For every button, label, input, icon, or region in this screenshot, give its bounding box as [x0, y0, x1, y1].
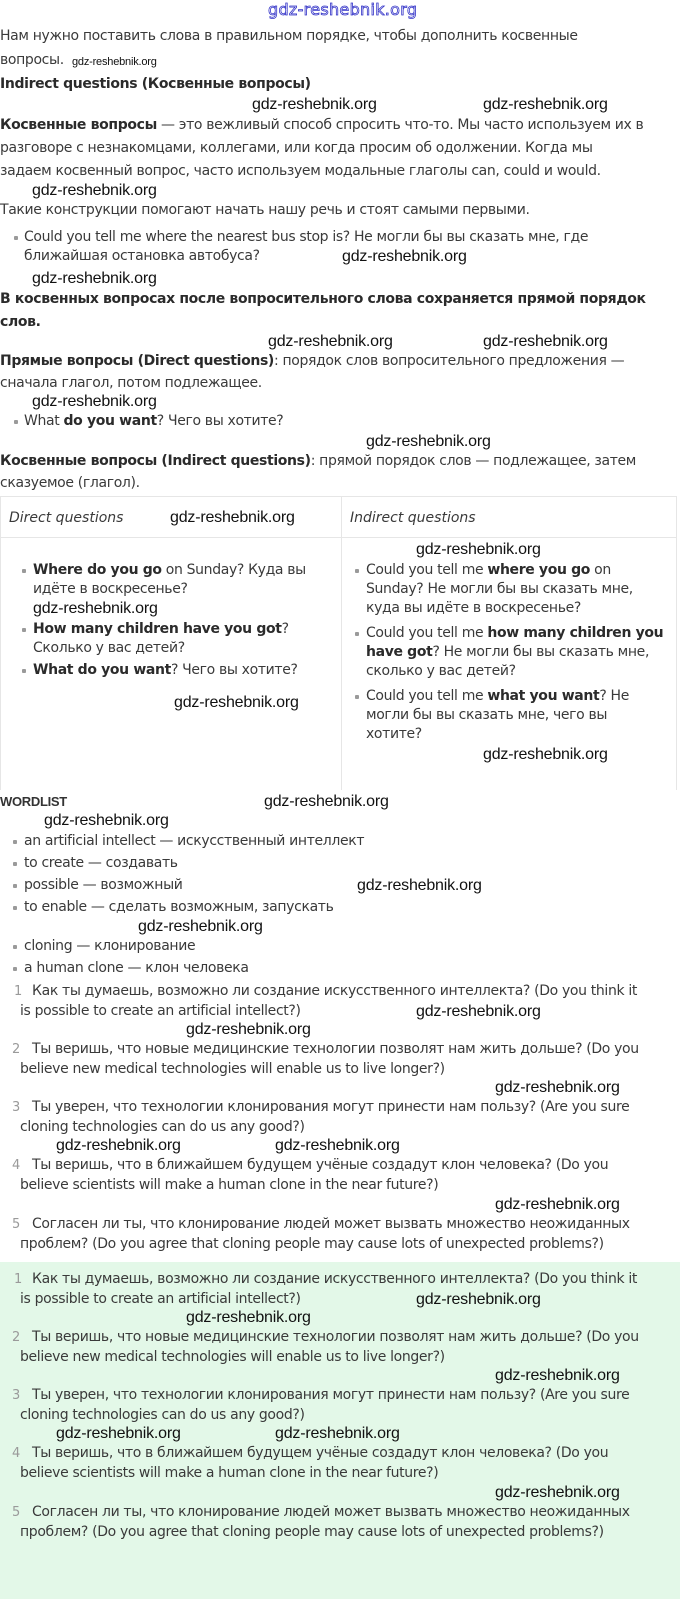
bullet-icon: [13, 945, 17, 949]
question-number: 5: [12, 1217, 21, 1232]
indirect-q3-line-3: хотите?: [366, 726, 422, 742]
wordlist-item: to create — создавать: [24, 855, 178, 871]
answer-number: 5: [12, 1505, 21, 1520]
bullet-icon: [13, 862, 17, 866]
question-line-1: Ты уверен, что технологии клонирования могут принести нам пользу? (Are you sure: [32, 1099, 630, 1115]
watermark: gdz-reshebnik.org: [138, 918, 263, 935]
watermark: gdz-reshebnik.org: [264, 793, 389, 810]
direct-q1-rest: on Sunday? Куда вы: [161, 562, 306, 578]
direct-q3-line-1: [33, 662, 298, 679]
indirect-q1-line-2: Sunday? Не могли бы вы сказать мне,: [366, 581, 633, 597]
watermark: gdz-reshebnik.org: [56, 1425, 181, 1442]
definition-text: — это вежливый способ спросить что-то. Мы часто используем их в: [156, 117, 644, 133]
direct-q1-bold: Where do you go: [33, 562, 162, 578]
direct-rule-line-2: сначала глагол, потом подлежащее.: [0, 375, 262, 391]
direct-q1-line-1: [33, 562, 306, 579]
definition-line-1: [0, 117, 643, 134]
indirect-rule-line-1: [0, 453, 636, 470]
indirect-q1-bold: where you go: [487, 562, 591, 578]
direct-rule-line-1: [0, 353, 624, 370]
watermark: gdz-reshebnik.org: [186, 1309, 311, 1326]
wordlist-item: to enable — сделать возможным, запускать: [24, 899, 334, 915]
question-line-2: believe scientists will make a human clone in the near future?): [20, 1177, 439, 1193]
direct-q2-rest: ?: [281, 621, 289, 637]
bullet-icon: [13, 967, 17, 971]
direct-rule-text: : порядок слов вопросительного предложения —: [273, 353, 625, 369]
table-border: [341, 496, 342, 790]
example-line-2: ближайшая остановка автобуса?: [24, 248, 260, 264]
answer-line-1: Ты уверен, что технологии клонирования могут принести нам пользу? (Are you sure: [32, 1387, 630, 1403]
indirect-q1-line-1: [366, 562, 611, 579]
example2-bold: do you want: [63, 413, 157, 429]
question-line-2: is possible to create an artificial intellect?): [20, 1003, 301, 1019]
answer-number: 4: [12, 1446, 21, 1461]
bullet-icon: [355, 695, 359, 699]
rule-line-1: В косвенных вопросах после вопросительного слова сохраняется прямой порядок: [0, 291, 646, 307]
indirect-q2-line-1: [366, 625, 663, 642]
watermark: gdz-reshebnik.org: [32, 393, 157, 410]
answer-line-2: believe scientists will make a human clone in the near future?): [20, 1465, 439, 1481]
watermark: gdz-reshebnik.org: [416, 1003, 541, 1020]
example2-post: ? Чего вы хотите?: [156, 413, 284, 429]
indirect-rule-term: Косвенные вопросы (Indirect questions): [0, 453, 311, 469]
watermark: gdz-reshebnik.org: [342, 248, 467, 265]
bullet-icon: [14, 236, 18, 240]
indirect-q2-rest: ? Не могли бы вы сказать мне,: [432, 644, 650, 660]
indirect-q2-bold: how many children you: [487, 625, 664, 641]
table-border: [0, 537, 676, 538]
definition-line-3: задаем косвенный вопрос, часто используем модальные глаголы can, could и would.: [0, 163, 601, 179]
site-watermark-top: gdz-reshebnik.org: [268, 0, 418, 19]
question-line-2: cloning technologies can do us any good?): [20, 1119, 305, 1135]
definition-term: Косвенные вопросы: [0, 117, 157, 133]
question-line-1: Ты веришь, что новые медицинские технологии позволят нам жить дольше? (Do you: [32, 1041, 639, 1057]
watermark: gdz-reshebnik.org: [357, 877, 482, 894]
bullet-icon: [22, 569, 26, 573]
bullet-icon: [14, 420, 18, 424]
bullet-icon: [22, 669, 26, 673]
indirect-q2-line-2: [366, 644, 649, 661]
definition-line-2: разговоре с незнакомцами, коллегами, или когда просим об одолжении. Когда мы: [0, 140, 593, 156]
indirect-q1-rest: on: [590, 562, 611, 578]
watermark: gdz-reshebnik.org: [495, 1484, 620, 1501]
indirect-q2-line-3: сколько у вас детей?: [366, 663, 516, 679]
watermark: gdz-reshebnik.org: [416, 1291, 541, 1308]
indirect-q3-line-1: [366, 688, 629, 705]
watermark: gdz-reshebnik.org: [483, 96, 608, 113]
answer-line-2: is possible to create an artificial intellect?): [20, 1291, 301, 1307]
watermark: gdz-reshebnik.org: [56, 1137, 181, 1154]
watermark: gdz-reshebnik.org: [483, 746, 608, 763]
question-number: 3: [12, 1100, 21, 1115]
example-line-1: Could you tell me where the nearest bus stop is? Не могли бы вы сказать мне, где: [24, 229, 589, 245]
watermark: gdz-reshebnik.org: [268, 333, 393, 350]
watermark: gdz-reshebnik.org: [186, 1021, 311, 1038]
watermark: gdz-reshebnik.org: [275, 1425, 400, 1442]
indirect-q1-pre: Could you tell me: [366, 562, 488, 578]
question-line-1: Ты веришь, что в ближайшем будущем учёные создадут клон человека? (Do you: [32, 1157, 609, 1173]
definition-line-4: Такие конструкции помогают начать нашу речь и стоят самыми первыми.: [0, 202, 530, 218]
question-number: 1: [14, 984, 23, 999]
wordlist-item: possible — возможный: [24, 877, 183, 893]
intro-line-1: Нам нужно поставить слова в правильном порядке, чтобы дополнить косвенные: [0, 28, 578, 44]
direct-rule-term: Прямые вопросы (Direct questions): [0, 353, 274, 369]
indirect-q3-rest: ? Не: [599, 688, 629, 704]
watermark: gdz-reshebnik.org: [275, 1137, 400, 1154]
watermark: gdz-reshebnik.org: [252, 96, 377, 113]
wordlist-item: an artificial intellect — искусственный интеллект: [24, 833, 365, 849]
wordlist-item: a human clone — клон человека: [24, 960, 249, 976]
rule-line-2: слов.: [0, 314, 41, 330]
answer-line-2: cloning technologies can do us any good?): [20, 1407, 305, 1423]
intro-line-2: вопросы.: [0, 52, 64, 68]
indirect-q3-bold: what you want: [487, 688, 600, 704]
watermark: gdz-reshebnik.org: [483, 333, 608, 350]
table-header-indirect: Indirect questions: [350, 510, 476, 526]
watermark: gdz-reshebnik.org: [72, 56, 157, 68]
watermark: gdz-reshebnik.org: [32, 182, 157, 199]
question-number: 4: [12, 1158, 21, 1173]
section-title: Indirect questions (Косвенные вопросы): [0, 76, 311, 92]
question-line-2: проблем? (Do you agree that cloning people may cause lots of unexpected problems?): [20, 1236, 604, 1252]
bullet-icon: [22, 628, 26, 632]
table-header-direct: Direct questions: [9, 510, 124, 526]
direct-q3-bold: What do you want: [33, 662, 171, 678]
bullet-icon: [355, 569, 359, 573]
watermark: gdz-reshebnik.org: [495, 1196, 620, 1213]
indirect-q2-bold-2: have got: [366, 644, 433, 660]
direct-q1-line-2: идёте в воскресенье?: [33, 581, 188, 597]
wordlist-item: cloning — клонирование: [24, 938, 196, 954]
direct-q2-bold: How many children have you got: [33, 621, 282, 637]
question-line-1: Как ты думаешь, возможно ли создание искусственного интеллекта? (Do you think it: [32, 983, 638, 999]
watermark: gdz-reshebnik.org: [495, 1079, 620, 1096]
watermark: gdz-reshebnik.org: [495, 1367, 620, 1384]
indirect-q2-pre: Could you tell me: [366, 625, 488, 641]
bullet-icon: [13, 840, 17, 844]
wordlist-title: WORDLIST: [0, 794, 67, 809]
question-line-2: believe new medical technologies will enable us to live longer?): [20, 1061, 445, 1077]
answer-line-1: Ты веришь, что новые медицинские технологии позволят нам жить дольше? (Do you: [32, 1329, 639, 1345]
answer-line-2: believe new medical technologies will enable us to live longer?): [20, 1349, 445, 1365]
example2-pre: What: [24, 413, 64, 429]
table-border: [0, 496, 676, 497]
indirect-rule-line-2: сказуемое (глагол).: [0, 475, 140, 491]
answer-line-1: Ты веришь, что в ближайшем будущем учёные создадут клон человека? (Do you: [32, 1445, 609, 1461]
watermark: gdz-reshebnik.org: [170, 509, 295, 526]
watermark: gdz-reshebnik.org: [174, 694, 299, 711]
indirect-q1-line-3: куда вы идёте в воскресенье?: [366, 600, 581, 616]
watermark: gdz-reshebnik.org: [366, 433, 491, 450]
answer-line-1: Как ты думаешь, возможно ли создание искусственного интеллекта? (Do you think it: [32, 1271, 638, 1287]
indirect-q3-pre: Could you tell me: [366, 688, 488, 704]
indirect-q3-line-2: могли бы вы сказать мне, чего вы: [366, 707, 608, 723]
watermark: gdz-reshebnik.org: [44, 812, 169, 829]
question-line-1: Согласен ли ты, что клонирование людей может вызвать множество неожиданных: [32, 1216, 630, 1232]
bullet-icon: [13, 884, 17, 888]
answer-number: 1: [14, 1272, 23, 1287]
bullet-icon: [355, 632, 359, 636]
watermark: gdz-reshebnik.org: [416, 541, 541, 558]
answer-number: 2: [12, 1330, 21, 1345]
bullet-icon: [13, 906, 17, 910]
table-border: [676, 496, 677, 790]
indirect-rule-text: : прямой порядок слов — подлежащее, затем: [310, 453, 637, 469]
question-number: 2: [12, 1042, 21, 1057]
answer-line-2: проблем? (Do you agree that cloning people may cause lots of unexpected problems?): [20, 1524, 604, 1540]
direct-q2-line-2: Сколько у вас детей?: [33, 640, 185, 656]
example2: [24, 413, 283, 430]
direct-q3-rest: ? Чего вы хотите?: [170, 662, 298, 678]
answer-number: 3: [12, 1388, 21, 1403]
watermark: gdz-reshebnik.org: [33, 600, 158, 617]
direct-q2-line-1: [33, 621, 289, 638]
watermark: gdz-reshebnik.org: [32, 270, 157, 287]
table-border: [0, 496, 1, 790]
answer-line-1: Согласен ли ты, что клонирование людей может вызвать множество неожиданных: [32, 1504, 630, 1520]
